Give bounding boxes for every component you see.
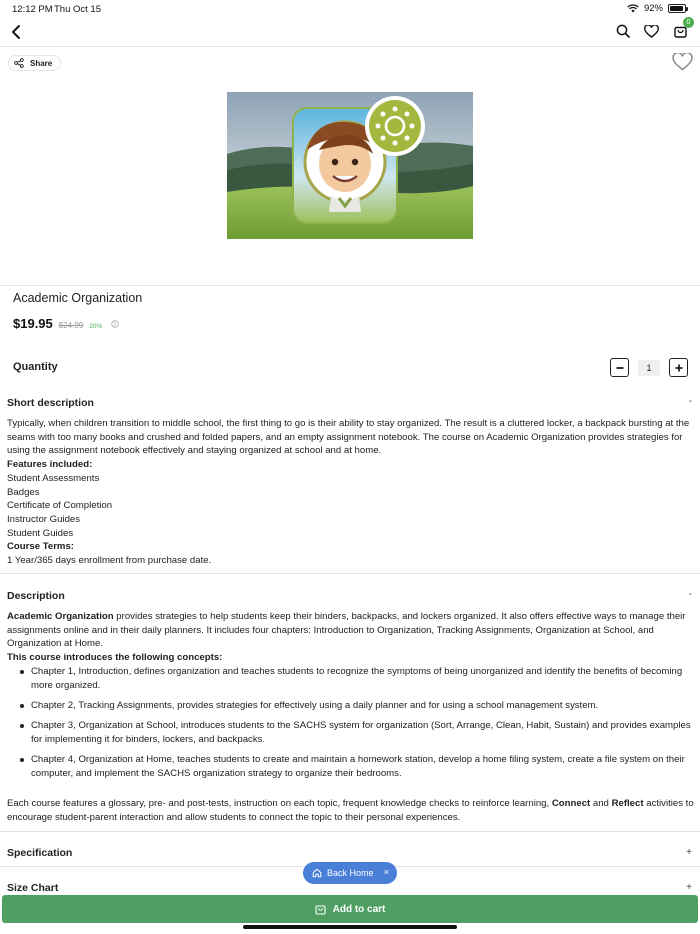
concepts-title: This course introduces the following concepts: [7, 652, 223, 664]
add-to-cart-label: Add to cart [332, 903, 386, 915]
description-header[interactable]: Description [7, 590, 65, 602]
current-price: $19.95 [13, 316, 53, 331]
status-time: 12:12 PM [12, 4, 53, 15]
chapter-item: Chapter 3, Organization at School, introduces students to the SACHS system for organization (Sort, Arrange, Clean, Habit, Sustain) and provides examples for implementing it for binders, lockers, and backpacks. [7, 719, 695, 746]
home-icon [312, 868, 322, 878]
chapter-item: Chapter 4, Organization at Home, teaches students to create and maintain a homework station, develop a home filing system, create a file system on their computer, and implement the SACHS organization strategy to organize their bedrooms. [7, 753, 695, 780]
specification-toggle[interactable]: + [686, 847, 692, 858]
quantity-label: Quantity [13, 361, 58, 373]
feature-item: Student Guides [7, 527, 74, 539]
feature-item: Certificate of Completion [7, 500, 113, 512]
features-title: Features included: [7, 459, 93, 471]
status-right [627, 3, 686, 14]
plus-icon [674, 363, 684, 373]
price-info-icon[interactable] [110, 320, 119, 329]
heart-icon [644, 25, 659, 38]
original-price: $24.99 [58, 321, 84, 330]
chapter-list [7, 665, 695, 781]
short-description-intro: Typically, when children transition to middle school, the first thing to go is their ability to stay organized. The result is a cluttered locker, a backpack bursting at the seams with too many books and crushed and folded papers, and an empty assignment notebook. The course on Academic Organization provides strategies for using the assignment notebook effectively and staying organized at school and at home. [7, 418, 690, 457]
close-icon[interactable]: × [383, 867, 389, 877]
course-terms-title: Course Terms: [7, 541, 74, 553]
divider [0, 285, 700, 286]
wishlist-nav-button[interactable] [642, 20, 661, 42]
short-description-toggle[interactable]: - [688, 396, 692, 407]
cart-count-badge: 0 [683, 17, 694, 28]
wifi-icon [627, 4, 639, 13]
share-button[interactable] [8, 55, 61, 71]
battery-icon [668, 4, 686, 13]
status-date: Thu Oct 15 [54, 4, 101, 15]
divider [0, 573, 700, 574]
description-toggle[interactable]: - [688, 589, 692, 600]
nav-bar [0, 18, 700, 47]
back-home-label: Back Home [327, 868, 374, 878]
chapter-item: Chapter 1, Introduction, defines organization and teaches students to recognize the symptoms of being unorganized and identify the benefits of becoming more organized. [7, 665, 695, 692]
quantity-value[interactable]: 1 [638, 360, 660, 376]
battery-percent: 92% [643, 3, 663, 14]
home-indicator[interactable] [243, 925, 457, 929]
feature-item: Badges [7, 486, 40, 498]
chapter-item: Chapter 2, Tracking Assignments, provides strategies for effectively using a daily planner and for using a school management system. [7, 699, 695, 713]
specification-header[interactable]: Specification [7, 847, 73, 859]
course-illustration [227, 92, 473, 239]
cart-button[interactable] [671, 20, 690, 42]
feature-item: Student Assessments [7, 472, 100, 484]
search-icon [616, 24, 630, 38]
share-icon [14, 58, 24, 68]
status-bar [0, 0, 700, 18]
description-closing: Each course features a glossary, pre- and post-tests, instruction on each topic, frequent knowledge checks to reinforce learning, Connect and Reflect activities to encourage student-parent interaction and allow students to connect the topic to their personal experiences. [7, 798, 694, 823]
product-image [227, 92, 473, 239]
nav-actions [613, 20, 690, 42]
size-chart-header[interactable]: Size Chart [7, 882, 59, 894]
decrease-quantity-button[interactable] [610, 358, 629, 377]
add-to-wishlist-button[interactable] [671, 52, 693, 72]
share-label: Share [30, 58, 53, 68]
increase-quantity-button[interactable] [669, 358, 688, 377]
short-description-header[interactable]: Short description [7, 397, 94, 409]
size-chart-toggle[interactable]: + [686, 882, 692, 893]
discount-badge: 20% [89, 323, 103, 330]
quantity-stepper [610, 358, 688, 377]
description-intro: Academic Organization provides strategies to help students keep their binders, backpacks, and lockers organized. It also offers effective ways to manage their assignments online and in their daily planners. It includes four chapters: Introduction to Organization, Tracking Assignments, Organization at School, and Organization at Home. [7, 611, 686, 650]
add-to-cart-button[interactable] [2, 895, 698, 923]
divider [0, 831, 700, 832]
search-button[interactable] [613, 20, 632, 42]
minus-icon [615, 363, 625, 373]
back-home-button[interactable] [303, 862, 397, 884]
product-title: Academic Organization [13, 291, 143, 305]
short-description-body [7, 417, 695, 568]
price-row [13, 316, 119, 331]
heart-outline-icon [672, 53, 693, 71]
chevron-left-icon [10, 24, 22, 40]
shopping-bag-icon [315, 903, 326, 915]
back-button[interactable] [4, 20, 28, 44]
feature-item: Instructor Guides [7, 513, 81, 525]
description-body [7, 610, 695, 787]
course-terms: 1 Year/365 days enrollment from purchase date. [7, 555, 212, 567]
